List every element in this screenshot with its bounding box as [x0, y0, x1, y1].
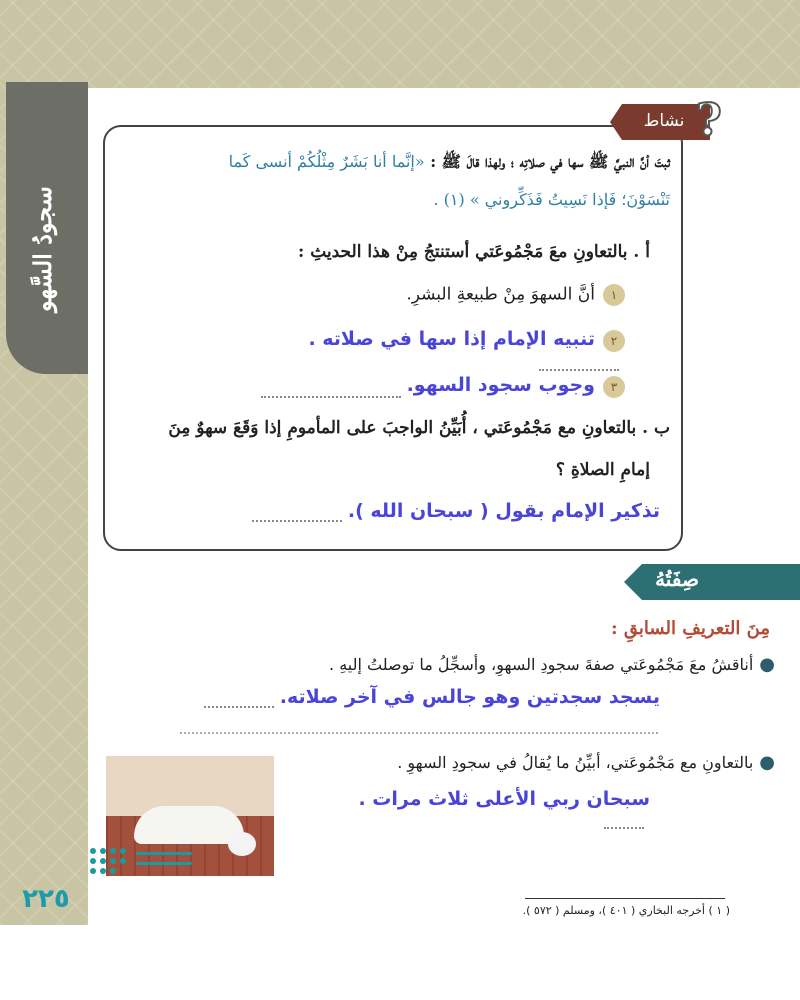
handwritten-answer[interactable]: تنبيه الإمام إذا سها في صلاته . — [308, 328, 595, 350]
footnote-divider — [525, 898, 725, 899]
answer-dotted-line — [252, 520, 342, 522]
handwritten-answer[interactable]: تذكير الإمام بقول ( سبحان الله ). — [347, 500, 660, 522]
item-text: أنَّ السهوَ مِنْ طبيعةِ البشرِ. — [406, 284, 595, 305]
answer-dotted-line — [539, 369, 619, 371]
blank-answer-line — [180, 732, 658, 734]
answer-row — [190, 686, 660, 708]
section-subtitle: مِنَ التعريفِ السابقِ : — [610, 618, 770, 639]
photo-person — [134, 806, 244, 844]
section-tag-label: صِفَتُهُ — [655, 567, 699, 591]
question-mark-icon: ? — [696, 95, 722, 146]
question-b-line-2: إمامِ الصلاةِ ؟ — [555, 460, 650, 480]
bullet-item — [200, 752, 775, 773]
hadith-line-1 — [112, 152, 670, 175]
number-badge: ٢ — [603, 330, 625, 352]
page-number: ٢٢٥ — [22, 884, 70, 914]
bullet-text: أناقشُ معَ مَجْمُوعَتي صفةَ سجودِ السهوِ، وأسجِّلُ ما توصلتُ إليهِ . — [329, 655, 754, 674]
handwritten-answer[interactable]: وجوب سجود السهو. — [406, 374, 595, 396]
section-tag — [624, 564, 800, 600]
bullet-item — [200, 654, 775, 675]
list-item — [240, 328, 625, 371]
footnote: ( ١ ) أخرجه البخاري ( ٤٠١ )، ومسلم ( ٥٧٢ ). — [522, 904, 730, 917]
question-a: أ . بالتعاونِ معَ مَجْمُوعَتي أستنتجُ مِنْ هذا الحديثِ : — [298, 242, 650, 262]
activity-tag-label: نشاط — [643, 111, 685, 131]
list-item — [200, 284, 625, 306]
chapter-title: سجودُ السَّهو — [28, 186, 57, 312]
answer-dotted-line — [261, 396, 401, 398]
publisher-logo-icon — [86, 846, 206, 880]
answer-b-row — [230, 500, 660, 522]
list-item — [240, 374, 625, 398]
answer-dotted-line — [604, 827, 644, 829]
handwritten-answer[interactable]: سبحان ربي الأعلى ثلاث مرات . — [358, 788, 650, 810]
answer-row — [320, 788, 650, 829]
number-badge: ١ — [603, 284, 625, 306]
handwritten-answer[interactable]: يسجد سجدتين وهو جالس في آخر صلاته. — [279, 686, 660, 708]
bullet-text: بالتعاونِ مع مَجْمُوعَتي، أبيِّنُ ما يُقالُ في سجودِ السهوِ . — [397, 753, 754, 772]
hadith-line-2: تَنْسَوْنَ؛ فَإذا نَسِيتُ فَذَكِّروني » (١) . — [433, 190, 670, 209]
answer-dotted-line — [204, 706, 274, 708]
hadith-intro: ثبتَ أنَّ النبيَّ ﷺ سها في صلاتِه ؛ ولهذا قالَ ﷺ : — [430, 152, 670, 171]
bullet-icon: ● — [759, 752, 775, 773]
activity-tag — [610, 95, 722, 146]
number-badge: ٣ — [603, 376, 625, 398]
decorative-top-band — [0, 0, 800, 88]
bullet-icon: ● — [759, 654, 775, 675]
photo-head — [228, 832, 256, 856]
question-b-line-1: ب . بالتعاونِ مع مَجْمُوعَتي ، أُبَيِّنُ الواجبَ على المأمومِ إذا وَقَعَ سهوٌ مِنَ — [168, 418, 670, 438]
chapter-title-tab — [6, 82, 88, 374]
hadith-quote: «إنَّما أنا بَشَرٌ مِثْلُكُمْ أنسى كَما — [228, 152, 425, 171]
